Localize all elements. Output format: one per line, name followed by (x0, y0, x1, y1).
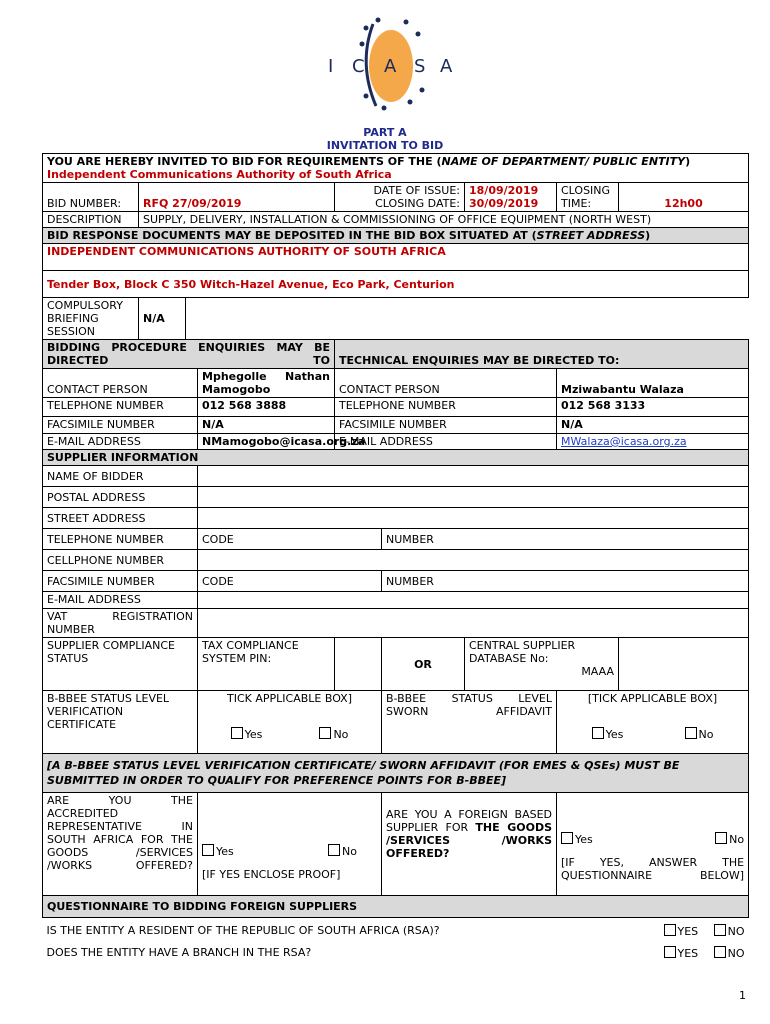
cellphone-field[interactable] (198, 550, 749, 571)
issue-closing-values (465, 183, 557, 212)
invite-text-a: YOU ARE HEREBY INVITED TO BID FOR REQUIREMENTS OF THE ( (47, 155, 442, 168)
questionnaire-q2: DOES THE ENTITY HAVE A BRANCH IN THE RSA? (46, 946, 312, 959)
bbbee-sworn-label (382, 691, 557, 754)
bbbee-cert-no-option[interactable] (319, 727, 348, 741)
checkbox-icon[interactable] (714, 946, 726, 958)
foreign-question-b: THE GOODS /SERVICES /WORKS OFFERED? (386, 821, 552, 860)
q1-yes-option[interactable] (664, 925, 699, 938)
questionnaire-q1-row (43, 918, 749, 939)
street-address-field[interactable] (198, 508, 749, 529)
authority-name: Independent Communications Authority of South Africa (47, 168, 392, 181)
bbbee-sworn-yes-option[interactable] (592, 727, 624, 741)
proc-fax-value: N/A (198, 417, 335, 434)
tech-email-label: E-MAIL ADDRESS (335, 434, 557, 450)
representative-no-option[interactable] (328, 844, 357, 858)
logo-letter-c: C (352, 56, 365, 77)
bid-number: RFQ 27/09/2019 (139, 183, 335, 212)
facsimile-code-label: CODE (198, 571, 382, 592)
checkbox-icon[interactable] (561, 832, 573, 844)
representative-yes-option[interactable] (202, 844, 234, 858)
checkbox-icon[interactable] (685, 727, 697, 739)
page-number: 1 (739, 989, 746, 1002)
briefing-blank (186, 298, 749, 340)
foreign-no-option[interactable] (715, 832, 744, 846)
q1-yes-label: YES (677, 925, 699, 938)
issue-label: DATE OF ISSUE: (373, 184, 460, 197)
vat-field[interactable] (198, 609, 749, 638)
tech-contact-label: CONTACT PERSON (335, 369, 557, 398)
bbbee-notice: [A B-BBEE STATUS LEVEL VERIFICATION CERTIFICATE/ SWORN AFFIDAVIT (FOR EMES & QSEs) MUST BE SUBMITTED IN ORDER TO QUALIFY FOR PREFERENCE POINTS FOR B-BBEE] (43, 754, 749, 793)
description-label: DESCRIPTION (43, 212, 139, 228)
csd-label: CENTRAL SUPPLIER DATABASE No: (469, 639, 576, 665)
bbbee-sworn-no-option[interactable] (685, 727, 714, 741)
foreign-yes-option[interactable] (561, 832, 593, 846)
proc-email-value[interactable]: NMamogobo@icasa.org.za (198, 434, 335, 450)
invite-cell (43, 154, 749, 183)
bid-number-label: BID NUMBER: (43, 183, 139, 212)
representative-no-label: No (342, 845, 357, 858)
tech-fax-label: FACSIMILE NUMBER (335, 417, 557, 434)
proc-contact-last: Mamogobo (202, 383, 271, 396)
email-label: E-MAIL ADDRESS (43, 592, 198, 609)
deposit-line1: INDEPENDENT COMMUNICATIONS AUTHORITY OF SOUTH AFRICA (43, 244, 749, 271)
facsimile-number-label: NUMBER (382, 571, 749, 592)
questionnaire-q2-row (43, 938, 749, 960)
logo-letter-i: I (328, 56, 334, 77)
icasa-logo (318, 14, 468, 114)
cellphone-label: CELLPHONE NUMBER (43, 550, 198, 571)
tech-fax-value: N/A (557, 417, 749, 434)
telephone-code-label: CODE (198, 529, 382, 550)
proc-email-label: E-MAIL ADDRESS (43, 434, 198, 450)
invite-entity-placeholder: NAME OF DEPARTMENT/ PUBLIC ENTITY (441, 155, 686, 168)
deposit-header-c: ) (645, 229, 651, 242)
checkbox-icon[interactable] (715, 832, 727, 844)
checkbox-icon[interactable] (231, 727, 243, 739)
checkbox-icon[interactable] (202, 844, 214, 856)
postal-address-label: POSTAL ADDRESS (43, 487, 198, 508)
bbbee-cert-yes-option[interactable] (231, 727, 263, 741)
bbbee-cert-tick (198, 691, 382, 754)
bidder-name-label: NAME OF BIDDER (43, 466, 198, 487)
foreign-answer (557, 793, 749, 896)
foreign-question-a: ARE YOU A FOREIGN BASED SUPPLIER FOR (386, 808, 552, 834)
csd-prefix: MAAA (581, 665, 614, 678)
csd-cell (465, 638, 619, 691)
or-label: OR (382, 638, 465, 691)
checkbox-icon[interactable] (592, 727, 604, 739)
deposit-header-b: STREET ADDRESS (536, 229, 646, 242)
foreign-question (382, 793, 557, 896)
proc-contact-first: Mphegolle (202, 370, 267, 383)
q2-no-label: NO (727, 947, 745, 960)
foreign-note: [IF YES, ANSWER THE QUESTIONNAIRE BELOW] (561, 856, 745, 882)
closing-date: 30/09/2019 (469, 197, 539, 210)
q1-no-option[interactable] (714, 925, 745, 938)
bbbee-cert-yes-label: Yes (244, 728, 263, 741)
technical-header: TECHNICAL ENQUIRIES MAY BE DIRECTED TO: (335, 340, 749, 369)
checkbox-icon[interactable] (664, 924, 676, 936)
logo-letter-a1: A (384, 56, 397, 77)
street-address-label: STREET ADDRESS (43, 508, 198, 529)
representative-question: ARE YOU THE ACCREDITED REPRESENTATIVE IN SOUTH AFRICA FOR THE GOODS /SERVICES /WORKS OFFERED? (43, 793, 198, 896)
bbbee-cert-no-label: No (333, 728, 349, 741)
briefing-value: N/A (139, 298, 186, 340)
questionnaire-q1: IS THE ENTITY A RESIDENT OF THE REPUBLIC OF SOUTH AFRICA (RSA)? (46, 924, 440, 937)
foreign-yes-label: Yes (575, 833, 593, 846)
email-field[interactable] (198, 592, 749, 609)
tech-contact-value: Mziwabantu Walaza (557, 369, 749, 398)
invite-text-c: ) (685, 155, 691, 168)
csd-field[interactable] (619, 638, 749, 691)
tech-phone-label: TELEPHONE NUMBER (335, 398, 557, 417)
facsimile-label: FACSIMILE NUMBER (43, 571, 198, 592)
briefing-label: COMPULSORY BRIEFING SESSION (43, 298, 139, 340)
tax-pin-label: TAX COMPLIANCE SYSTEM PIN: (198, 638, 335, 691)
q1-no-label: NO (727, 925, 745, 938)
closing-time-label-1: CLOSING (561, 184, 611, 197)
supplier-header: SUPPLIER INFORMATION (43, 450, 749, 466)
tech-phone-value: 012 568 3133 (557, 398, 749, 417)
proc-contact-mid: Nathan (285, 370, 330, 383)
bidder-name-field[interactable] (198, 466, 749, 487)
bbbee-sworn-tick-label: [TICK APPLICABLE BOX] (587, 692, 718, 705)
questionnaire-header: QUESTIONNAIRE TO BIDDING FOREIGN SUPPLIERS (43, 896, 749, 918)
checkbox-icon[interactable] (328, 844, 340, 856)
telephone-number-label: NUMBER (382, 529, 749, 550)
invitation-heading: INVITATION TO BID (326, 139, 444, 152)
closing-time: 12h00 (619, 183, 749, 212)
bbbee-cert-tick-label: TICK APPLICABLE BOX] (227, 692, 352, 705)
checkbox-icon[interactable] (664, 946, 676, 958)
proc-fax-label: FACSIMILE NUMBER (43, 417, 198, 434)
tech-email-link[interactable]: MWalaza@icasa.org.za (557, 434, 749, 450)
proc-phone-label: TELEPHONE NUMBER (43, 398, 198, 417)
issue-closing-labels (335, 183, 465, 212)
proc-phone-value: 012 568 3888 (198, 398, 335, 417)
representative-yes-label: Yes (216, 845, 234, 858)
deposit-header (43, 228, 749, 244)
bid-form-table (42, 153, 749, 960)
telephone-label: TELEPHONE NUMBER (43, 529, 198, 550)
closing-time-label (557, 183, 619, 212)
logo-letter-a2: A (440, 56, 453, 77)
vat-label: VAT REGISTRATION NUMBER (43, 609, 198, 638)
deposit-line2: Tender Box, Block C 350 Witch-Hazel Avenue, Eco Park, Centurion (43, 271, 749, 298)
issue-date: 18/09/2019 (469, 184, 539, 197)
foreign-no-label: No (729, 833, 745, 846)
bbbee-cert-label: B-BBEE STATUS LEVEL VERIFICATION CERTIFICATE (43, 691, 198, 754)
compliance-label: SUPPLIER COMPLIANCE STATUS (43, 638, 198, 691)
bbbee-sworn-no-label: No (698, 728, 714, 741)
bbbee-sworn-text: B-BBEE STATUS LEVEL SWORN AFFIDAVIT (386, 692, 552, 718)
closing-time-label-2: TIME: (561, 197, 592, 210)
description-value: SUPPLY, DELIVERY, INSTALLATION & COMMISSIONING OF OFFICE EQUIPMENT (NORTH WEST) (139, 212, 749, 228)
logo-letter-s: S (414, 56, 426, 77)
deposit-header-a: BID RESPONSE DOCUMENTS MAY BE DEPOSITED IN THE BID BOX SITUATED AT ( (47, 229, 537, 242)
closing-label: CLOSING DATE: (375, 197, 460, 210)
tax-pin-field[interactable] (335, 638, 382, 691)
q2-yes-option[interactable] (664, 947, 699, 960)
part-heading: PART A (363, 126, 407, 139)
proc-contact-label: CONTACT PERSON (43, 369, 198, 398)
postal-address-field[interactable] (198, 487, 749, 508)
procedure-header: BIDDING PROCEDURE ENQUIRIES MAY BE DIRECTED TO (43, 340, 335, 369)
q2-yes-label: YES (677, 947, 699, 960)
representative-answer (198, 793, 382, 896)
representative-proof-note: [IF YES ENCLOSE PROOF] (202, 868, 341, 881)
bbbee-sworn-tick (557, 691, 749, 754)
bbbee-sworn-yes-label: Yes (605, 728, 624, 741)
proc-contact-value (198, 369, 335, 398)
checkbox-icon[interactable] (319, 727, 331, 739)
q2-no-option[interactable] (714, 947, 745, 960)
checkbox-icon[interactable] (714, 924, 726, 936)
